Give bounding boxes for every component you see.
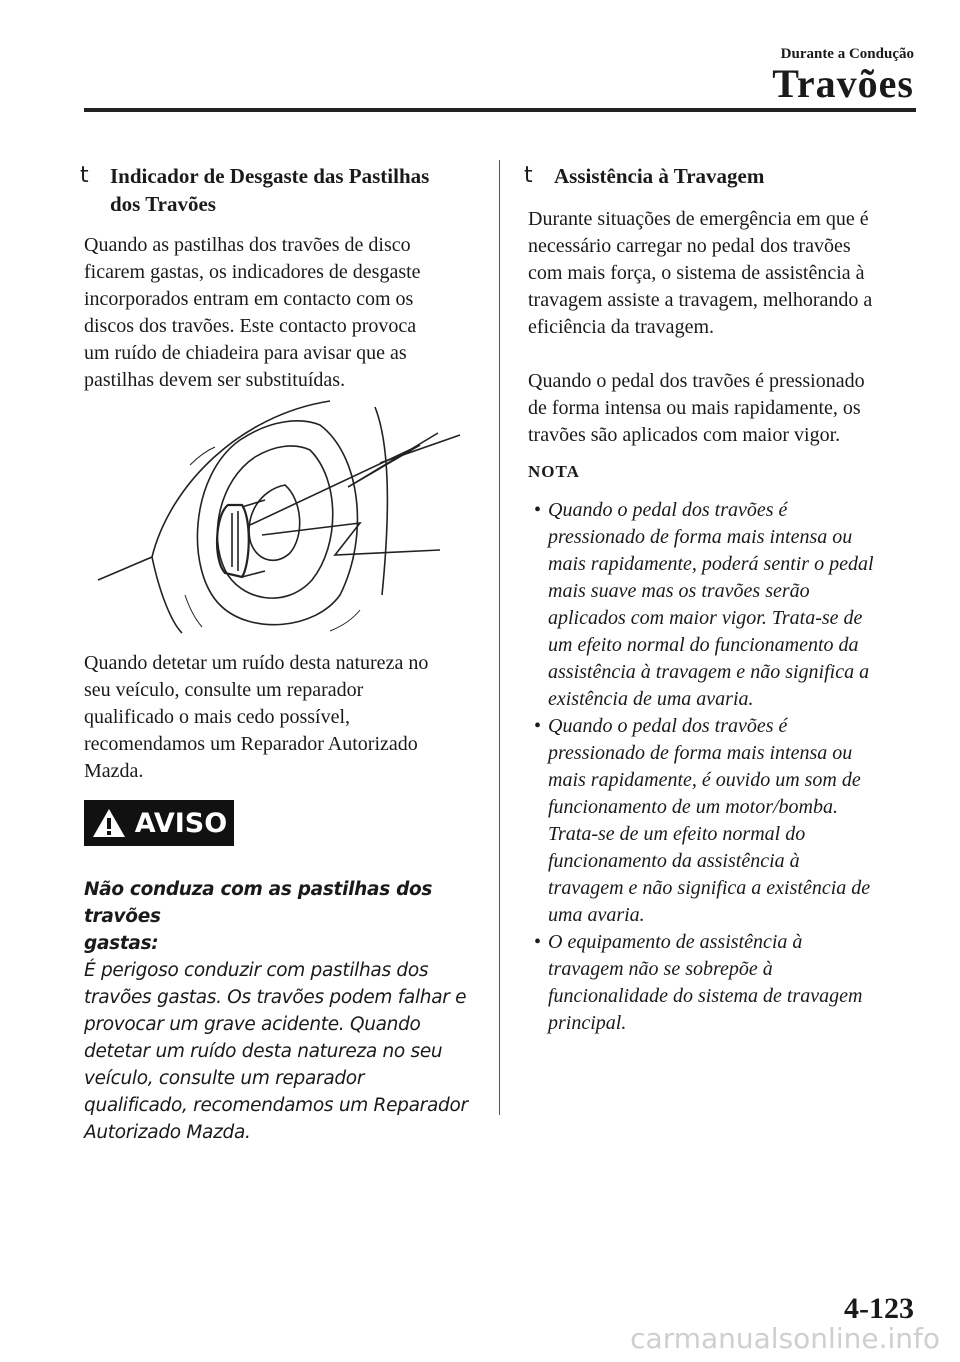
heading-brake-assist: t Assistência à Travagem (524, 163, 765, 188)
paragraph-brake-assist-intro: Durante situações de emergência em que é necessário carregar no pedal dos travões com mais força, o sistema de assistência à travagem assiste a travagem, melhorando a eficiência da travagem. (528, 208, 873, 338)
section-marker-icon: t (524, 163, 533, 188)
paragraph-consult-repairer: Quando detetar um ruído desta natureza no seu veículo, consulte um reparador qualificado o mais cedo possível, recomendamos um Reparador Autorizado Mazda. (84, 652, 429, 782)
bullet-icon: • (534, 715, 542, 737)
bullet-icon: • (534, 499, 542, 521)
warning-badge (84, 800, 234, 846)
list-item: • Quando o pedal dos travões é pressionado de forma mais intensa ou mais rapidamente, poderá sentir o pedal mais suave mas os travões serão aplicados com maior vigor. Trata-se de um efeito normal do funcionamento da assistência à travagem e não significa a existência de uma avaria. (534, 499, 874, 710)
watermark: carmanualsonline.info (630, 1322, 940, 1355)
list-item: • O equipamento de assistência à travagem não se sobrepõe à funcionalidade do sistema de travagem principal. (534, 931, 863, 1034)
heading-brake-wear-indicator: t Indicador de Desgaste das Pastilhas dos Travões (80, 163, 430, 216)
list-item: • Quando o pedal dos travões é pressionado de forma mais intensa ou mais rapidamente, é ouvido um som de funcionamento de um motor/bomba. Trata-se de um efeito normal do funcionamento da assistência à travagem e não significa a existência de uma avaria. (534, 715, 871, 926)
warning-text: Não conduza com as pastilhas dos travões gastas: É perigoso conduzir com pastilhas dos travões gastas. Os travões podem falhar e provocar um grave acidente. Quando detetar um ruído desta natureza no seu veículo, consulte um reparador qualificado, recomendamos um Reparador Autorizado Mazda. (84, 879, 468, 1143)
paragraph-brake-assist-vigor: Quando o pedal dos travões é pressionado de forma intensa ou mais rapidamente, os travões são aplicados com maior vigor. (528, 370, 865, 446)
page-number: 4-123 (844, 1292, 914, 1325)
section-label: Durante a Condução (780, 46, 914, 62)
warning-label: AVISO (134, 807, 228, 839)
chapter-title: Travões (772, 61, 914, 106)
brake-wear-illustration (90, 395, 470, 635)
bullet-icon: • (534, 931, 542, 953)
note-list (528, 497, 928, 1037)
header-rule (84, 108, 916, 112)
paragraph-wear-description: Quando as pastilhas dos travões de disco ficarem gastas, os indicadores de desgaste incorporados entram em contacto com os discos dos travões. Este contacto provoca um ruído de chiadeira para avisar que as pastilhas devem ser substituídas. (84, 234, 421, 391)
note-label: NOTA (528, 462, 580, 481)
warning-triangle-icon (91, 807, 127, 839)
section-marker-icon: t (80, 163, 89, 188)
column-divider (499, 160, 500, 1115)
